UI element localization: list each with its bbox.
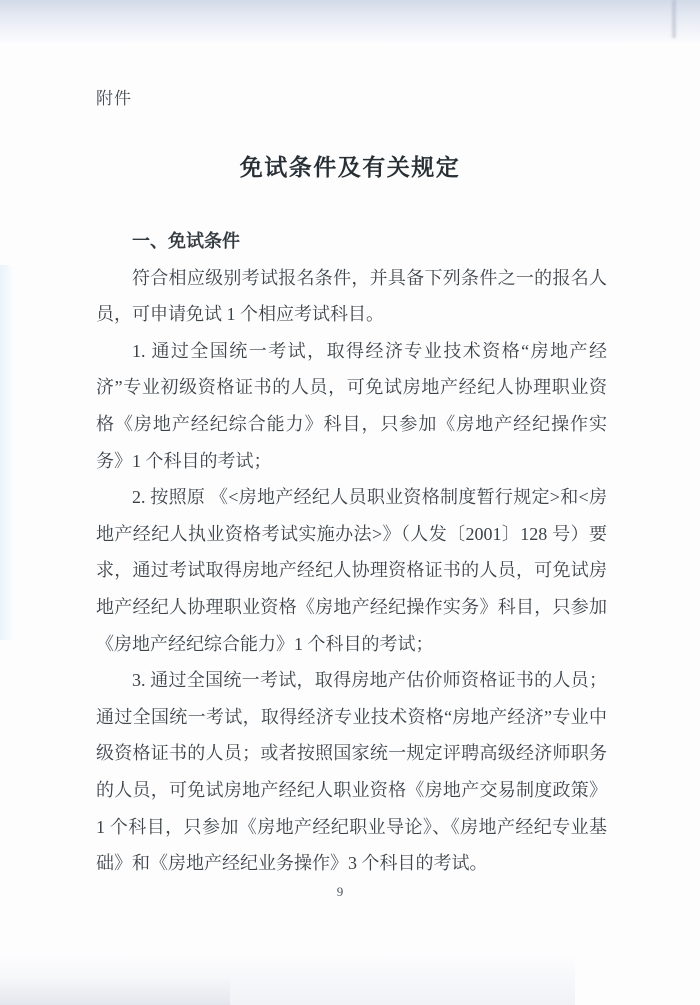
section-heading: 一、免试条件	[132, 231, 240, 251]
body-paragraph-intro: 符合相应级别考试报名条件，并具备下列条件之一的报名人员，可申请免试 1 个相应考试科目。	[96, 267, 607, 325]
scan-shadow-bottom	[0, 953, 575, 1005]
scan-shadow-bottom-left	[0, 975, 230, 1005]
attachment-label: 附件	[96, 89, 132, 108]
scan-edge-tint-left	[0, 265, 14, 640]
scan-edge-shadow-top	[0, 0, 700, 44]
body-paragraph-item-1: 1. 通过全国统一考试，取得经济专业技术资格“房地产经济”专业初级资格证书的人员，可免试房地产经纪人协理职业资格《房地产经纪综合能力》科目，只参加《房地产经纪操作实务》1 个科目的考试；	[96, 340, 607, 471]
body-paragraph-item-3: 3. 通过全国统一考试，取得房地产估价师资格证书的人员；通过全国统一考试，取得经济专业技术资格“房地产经济”专业中级资格证书的人员；或者按照国家统一规定评聘高级经济师职务的人员，可免试房地产经纪人职业资格《房地产交易制度政策》1 个科目，只参加《房地产经纪职业导论》、《房地产经纪专业基础》和《房地产经纪业务操作》3 个科目的考试。	[96, 670, 607, 874]
document-body	[96, 223, 607, 882]
scan-artifact-line	[672, 0, 676, 38]
document-title: 免试条件及有关规定	[239, 155, 461, 180]
page-number: 9	[336, 884, 344, 899]
body-paragraph-item-2: 2. 按照原 《<房地产经纪人员职业资格制度暂行规定>和<房地产经纪人执业资格考试实施办法>》（人发〔2001〕128 号）要求，通过考试取得房地产经纪人协理资格证书的人员，可免试房地产经纪人协理职业资格《房地产经纪操作实务》科目，只参加《房地产经纪综合能力》1 个科目的考试；	[96, 487, 607, 654]
